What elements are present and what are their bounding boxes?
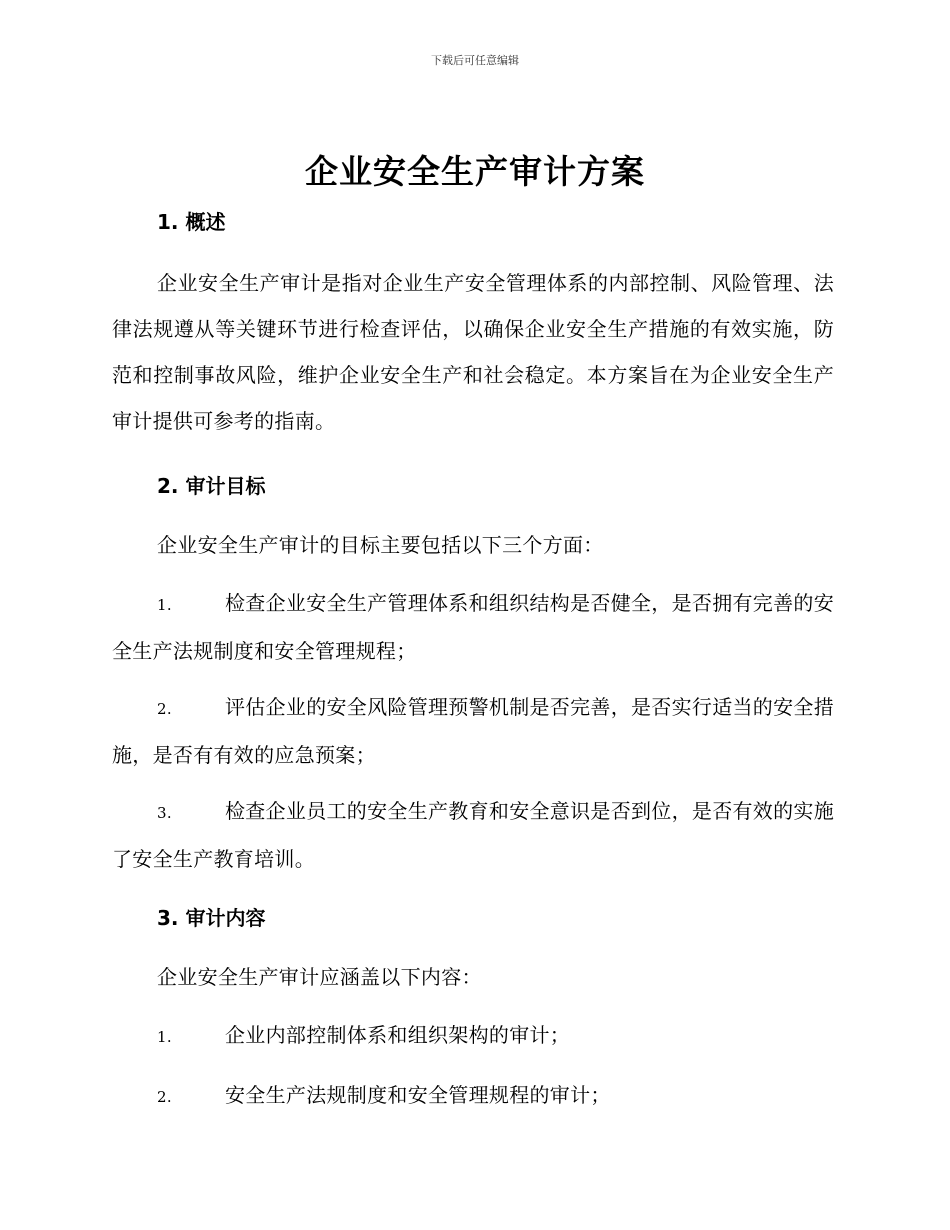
list-item (112, 1012, 834, 1060)
list-item-number: 1. (157, 1028, 172, 1046)
list-item-number: 1. (157, 596, 172, 614)
section-paragraph-audit-goals: 企业安全生产审计的目标主要包括以下三个方面： (157, 533, 604, 557)
section-heading-overview: 1. 概述 (157, 210, 226, 234)
list-item (112, 788, 834, 882)
list-item-text: 评估企业的安全风险管理预警机制是否完善，是否实行适当的安全措施，是否有有效的应急预案； (112, 695, 834, 767)
list-item-text: 企业内部控制体系和组织架构的审计； (225, 1023, 571, 1047)
list-item-number: 2. (157, 700, 172, 718)
list-item (112, 684, 834, 778)
list-item (112, 1072, 834, 1120)
section-paragraph-audit-content: 企业安全生产审计应涵盖以下内容： (157, 965, 482, 989)
list-item-text: 检查企业员工的安全生产教育和安全意识是否到位，是否有效的实施了安全生产教育培训。 (112, 799, 834, 871)
list-item-number: 2. (157, 1088, 172, 1106)
header-note: 下载后可任意编辑 (431, 54, 519, 67)
list-item-text: 检查企业安全生产管理体系和组织结构是否健全，是否拥有完善的安全生产法规制度和安全管理规程； (112, 591, 834, 663)
section-heading-audit-goals: 2. 审计目标 (157, 474, 266, 498)
list-item-text: 安全生产法规制度和安全管理规程的审计； (225, 1083, 611, 1107)
document-body (112, 204, 834, 1120)
list-item (112, 580, 834, 674)
list-item-number: 3. (157, 804, 172, 822)
document-title: 企业安全生产审计方案 (305, 152, 645, 191)
section-heading-audit-content: 3. 审计内容 (157, 906, 266, 930)
section-paragraph-overview: 企业安全生产审计是指对企业生产安全管理体系的内部控制、风险管理、法律法规遵从等关键环节进行检查评估，以确保企业安全生产措施的有效实施，防范和控制事故风险，维护企业安全生产和社会稳定。本方案旨在为企业安全生产审计提供可参考的指南。 (112, 271, 834, 433)
